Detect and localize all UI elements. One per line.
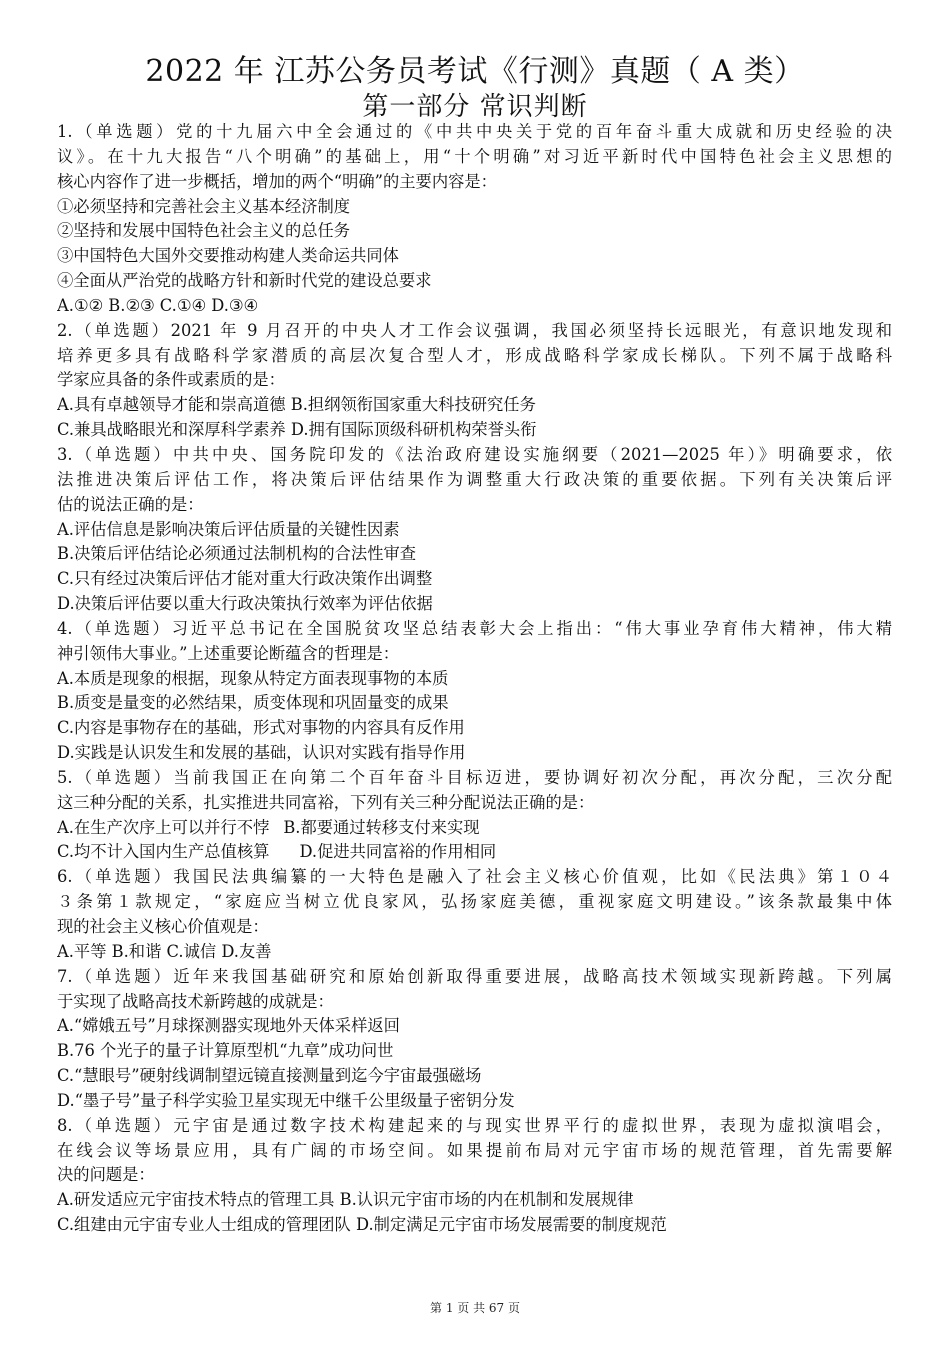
q7-stem-line-1: 7.（单选题）近年来我国基础研究和原始创新取得重要进展，战略高技术领域实现新跨越。下列属	[57, 966, 892, 986]
q6-stem-line-1: 6.（单选题）我国民法典编纂的一大特色是融入了社会主义核心价值观，比如《民法典》第１０４	[57, 867, 892, 887]
q7-option-d: D.“墨子号”量子科学实验卫星实现无中继千公里级量子密钥分发	[57, 1090, 515, 1110]
q4-stem-line-2: 神引领伟大事业。”上述重要论断蕴含的哲理是：	[57, 643, 400, 663]
q7-option-a: A.“嫦娥五号”月球探测器实现地外天体采样返回	[57, 1016, 400, 1036]
q1-stem-line-2: 议》。在十九大报告“八个明确”的基础上，用“十个明确”对习近平新时代中国特色社会主义思想的	[57, 146, 892, 166]
q2-stem-line-2: 培养更多具有战略科学家潜质的高层次复合型人才，形成战略科学家成长梯队。下列不属于战略科	[57, 345, 892, 365]
q3-option-b: B.决策后评估结论必须通过法制机构的合法性审查	[57, 544, 417, 564]
q2-options-cd: C.兼具战略眼光和深厚科学素养 D.拥有国际顶级科研机构荣誉头衔	[57, 420, 537, 440]
q5-option-c: C.均不计入国内生产总值核算	[57, 842, 270, 862]
q8-stem-line-2: 在线会议等场景应用，具有广阔的市场空间。如果提前布局对元宇宙市场的规范管理，首先需要解	[57, 1140, 892, 1160]
q5-stem-line-2: 这三种分配的关系，扎实推进共同富裕，下列有关三种分配说法正确的是：	[57, 792, 595, 812]
q1-stem-line-1: 1.（单选题）党的十九届六中全会通过的《中共中央关于党的百年奋斗重大成就和历史经验的决	[57, 122, 892, 141]
q3-option-c: C.只有经过决策后评估才能对重大行政决策作出调整	[57, 569, 433, 589]
q4-option-c: C.内容是事物存在的基础，形式对事物的内容具有反作用	[57, 718, 465, 738]
q6-stem-line-3: 现的社会主义核心价值观是：	[57, 917, 269, 936]
q4-option-d: D.实践是认识发生和发展的基础，认识对实践有指导作用	[57, 743, 466, 763]
q4-stem-line-1: 4.（单选题）习近平总书记在全国脱贫攻坚总结表彰大会上指出：“伟大事业孕育伟大精神，伟大精	[57, 618, 892, 638]
q3-stem-line-1: 3.（单选题）中共中央、国务院印发的《法治政府建设实施纲要（2021—2025 年）》明确要求，依	[57, 444, 892, 464]
q6-options: A.平等 B.和谐 C.诚信 D.友善	[57, 941, 272, 961]
page-footer: 第 1 页 共 67 页	[430, 1301, 520, 1315]
q4-option-b: B.质变是量变的必然结果，质变体现和巩固量变的成果	[57, 693, 449, 713]
q8-options-cd: C.组建由元宇宙专业人士组成的管理团队 D.制定满足元宇宙市场发展需要的制度规范	[57, 1215, 667, 1235]
q1-item-3: ③中国特色大国外交要推动构建人类命运共同体	[57, 246, 399, 266]
q4-option-a: A.本质是现象的根据，现象从特定方面表现事物的本质	[57, 668, 449, 688]
q6-stem-line-2: ３条第１款规定，“家庭应当树立优良家风，弘扬家庭美德，重视家庭文明建设。”该条款最集中体	[57, 892, 892, 912]
q3-stem-line-2: 法推进决策后评估工作，将决策后评估结果作为调整重大行政决策的重要依据。下列有关决策后评	[57, 469, 892, 489]
q2-stem-line-3: 学家应具备的条件或素质的是：	[57, 370, 285, 390]
document-title: 2022 年 江苏公务员考试《行测》真题（ A 类）	[145, 54, 805, 89]
q5-option-a: A.在生产次序上可以并行不悖	[57, 817, 270, 837]
q1-item-1: ①必须坚持和完善社会主义基本经济制度	[57, 196, 351, 216]
q1-options: A.①② B.②③ C.①④ D.③④	[57, 295, 259, 315]
q8-stem-line-3: 决的问题是：	[57, 1165, 155, 1185]
q8-stem-line-1: 8.（单选题）元宇宙是通过数字技术构建起来的与现实世界平行的虚拟世界，表现为虚拟演唱会，	[57, 1115, 892, 1135]
q8-options-ab: A.研发适应元宇宙技术特点的管理工具 B.认识元宇宙市场的内在机制和发展规律	[57, 1190, 634, 1210]
question-list	[57, 120, 892, 1238]
q2-stem-line-1: 2.（单选题）2021 年 9 月召开的中央人才工作会议强调，我国必须坚持长远眼光，有意识地发现和	[57, 320, 892, 340]
q5-stem-line-1: 5.（单选题）当前我国正在向第二个百年奋斗目标迈进，要协调好初次分配，再次分配，三次分配	[57, 767, 892, 787]
q1-item-4: ④全面从严治党的战略方针和新时代党的建设总要求	[57, 271, 432, 291]
q7-stem-line-2: 于实现了战略高技术新跨越的成就是：	[57, 991, 334, 1011]
q7-option-b: B.76 个光子的量子计算原型机“九章”成功问世	[57, 1041, 394, 1061]
q2-options-ab: A.具有卓越领导才能和崇高道德 B.担纲领衔国家重大科技研究任务	[57, 395, 536, 415]
q5-options-cd	[57, 840, 892, 865]
q3-option-a: A.评估信息是影响决策后评估质量的关键性因素	[57, 519, 400, 539]
section-heading: 第一部分 常识判断	[362, 92, 588, 122]
q3-option-d: D.决策后评估要以重大行政决策执行效率为评估依据	[57, 594, 433, 614]
q1-stem-line-3: 核心内容作了进一步概括，增加的两个“明确”的主要内容是：	[57, 171, 497, 191]
q5-option-b: B.都要通过转移支付来实现	[283, 817, 480, 837]
q5-option-d: D.促进共同富裕的作用相同	[299, 842, 497, 862]
q5-options-ab	[57, 816, 892, 841]
q7-option-c: C.“慧眼号”硬射线调制望远镜直接测量到迄今宇宙最强磁场	[57, 1066, 482, 1086]
q1-item-2: ②坚持和发展中国特色社会主义的总任务	[57, 221, 351, 241]
q3-stem-line-3: 估的说法正确的是：	[57, 494, 204, 514]
